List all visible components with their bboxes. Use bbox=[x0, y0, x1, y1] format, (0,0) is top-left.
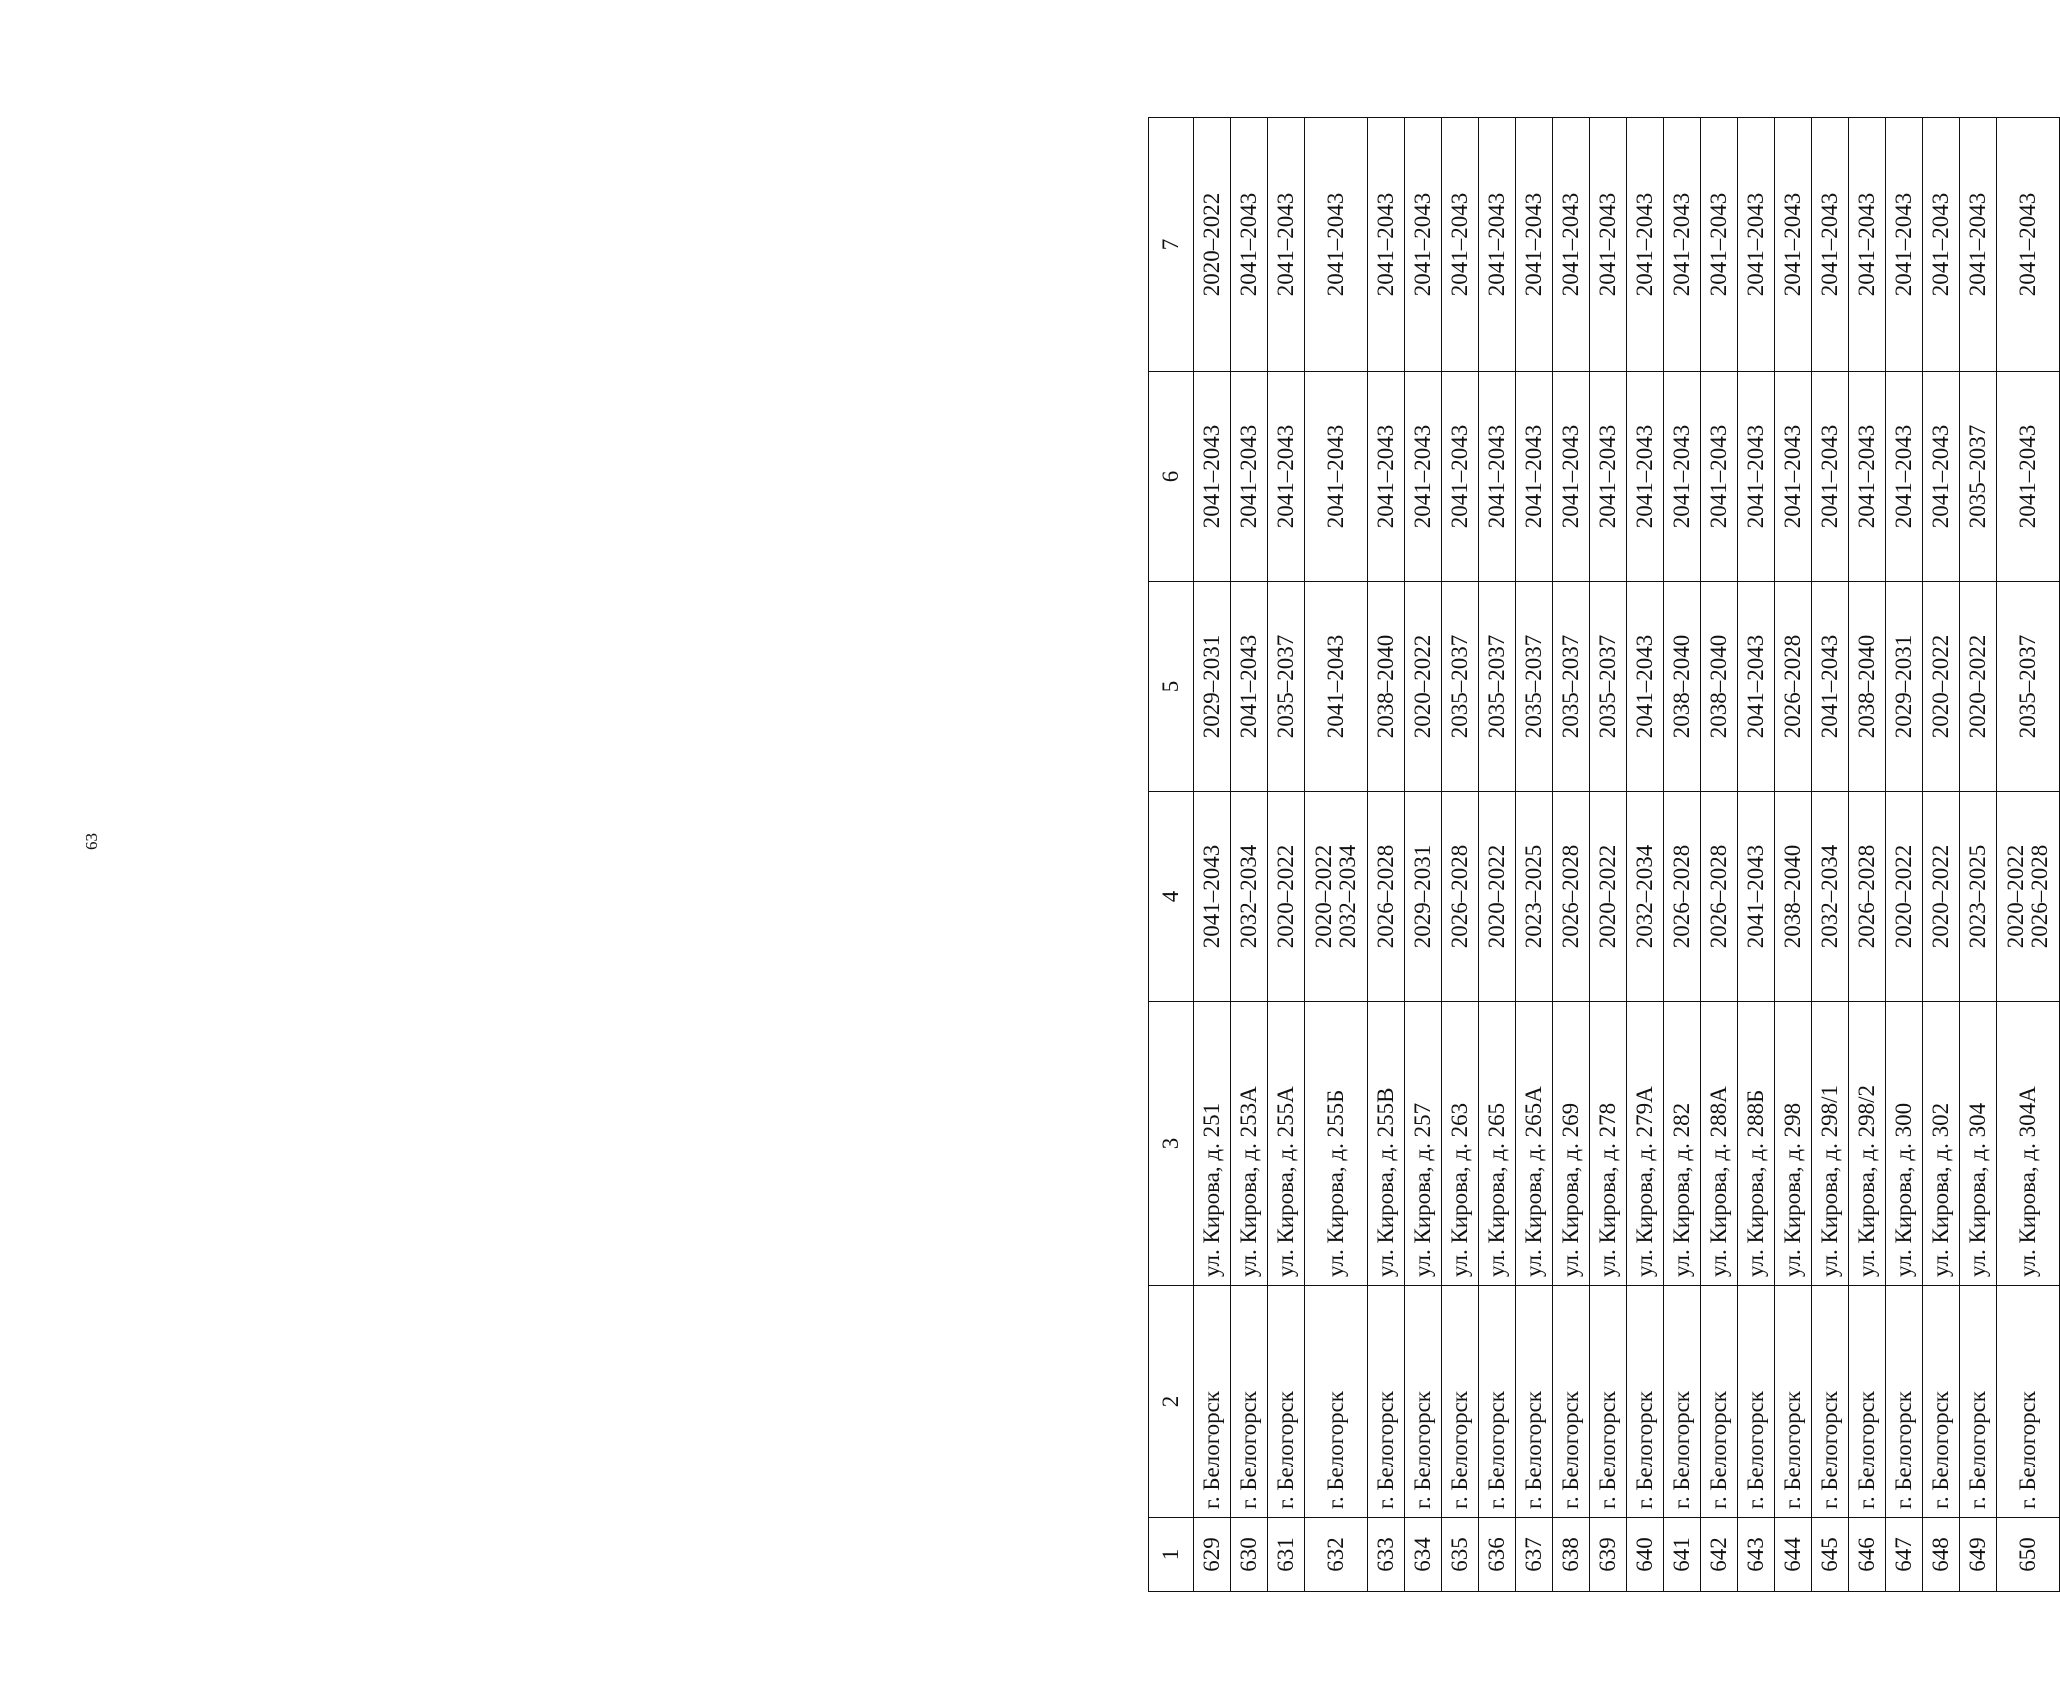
row-number-cell: 647 bbox=[1886, 1518, 1923, 1592]
period-cell-col6: 2041–2043 bbox=[1997, 372, 2060, 582]
period-cell-col5: 2041–2043 bbox=[1231, 582, 1268, 792]
period-cell-col4 bbox=[1553, 792, 1590, 1002]
period-cell-col7: 2041–2043 bbox=[1590, 118, 1627, 372]
address-cell: ул. Кирова, д. 253А bbox=[1231, 1002, 1268, 1286]
period-line: 2026–2028 bbox=[1668, 844, 1694, 949]
period-line: 2020–2022 bbox=[1594, 844, 1620, 949]
period-cell-col7: 2041–2043 bbox=[1479, 118, 1516, 372]
period-cell-col5: 2026–2028 bbox=[1775, 582, 1812, 792]
period-cell-col4 bbox=[1738, 792, 1775, 1002]
address-cell: ул. Кирова, д. 282 bbox=[1664, 1002, 1701, 1286]
row-number-cell: 648 bbox=[1923, 1518, 1960, 1592]
period-cell-col5: 2038–2040 bbox=[1368, 582, 1405, 792]
city-cell: г. Белогорск bbox=[1701, 1286, 1738, 1518]
period-cell-col4 bbox=[1305, 792, 1368, 1002]
period-cell-col7: 2041–2043 bbox=[1405, 118, 1442, 372]
table-row bbox=[1305, 118, 1368, 1592]
table-row bbox=[1553, 118, 1590, 1592]
address-cell: ул. Кирова, д. 298 bbox=[1775, 1002, 1812, 1286]
table-row bbox=[1812, 118, 1849, 1592]
period-cell-col4 bbox=[1231, 792, 1268, 1002]
period-cell-col7: 2041–2043 bbox=[1775, 118, 1812, 372]
table-row bbox=[1442, 118, 1479, 1592]
period-cell-col5: 2029–2031 bbox=[1886, 582, 1923, 792]
period-cell-col5: 2038–2040 bbox=[1849, 582, 1886, 792]
table-body bbox=[1194, 118, 2060, 1592]
register-table bbox=[1148, 117, 2060, 1592]
column-header-3: 3 bbox=[1149, 1002, 1194, 1286]
period-line: 2026–2028 bbox=[1705, 844, 1731, 949]
period-cell-col6: 2041–2043 bbox=[1442, 372, 1479, 582]
table-row bbox=[1479, 118, 1516, 1592]
address-cell: ул. Кирова, д. 304А bbox=[1997, 1002, 2060, 1286]
city-cell: г. Белогорск bbox=[1590, 1286, 1627, 1518]
period-cell-col6: 2041–2043 bbox=[1368, 372, 1405, 582]
period-cell-col6: 2035–2037 bbox=[1960, 372, 1997, 582]
period-cell-col5: 2038–2040 bbox=[1664, 582, 1701, 792]
address-cell: ул. Кирова, д. 300 bbox=[1886, 1002, 1923, 1286]
period-line: 2038–2040 bbox=[1779, 844, 1805, 949]
row-number-cell: 630 bbox=[1231, 1518, 1268, 1592]
period-cell-col4 bbox=[1194, 792, 1231, 1002]
address-cell: ул. Кирова, д. 255Б bbox=[1305, 1002, 1368, 1286]
period-cell-col5: 2035–2037 bbox=[1268, 582, 1305, 792]
address-cell: ул. Кирова, д. 251 bbox=[1194, 1002, 1231, 1286]
period-cell-col5: 2035–2037 bbox=[1997, 582, 2060, 792]
address-cell: ул. Кирова, д. 288Б bbox=[1738, 1002, 1775, 1286]
address-cell: ул. Кирова, д. 257 bbox=[1405, 1002, 1442, 1286]
city-cell: г. Белогорск bbox=[1923, 1286, 1960, 1518]
period-line: 2020–2022 bbox=[1927, 844, 1953, 949]
period-cell-col7: 2041–2043 bbox=[1553, 118, 1590, 372]
period-cell-col5: 2035–2037 bbox=[1516, 582, 1553, 792]
period-cell-col7: 2041–2043 bbox=[1701, 118, 1738, 372]
column-header-6: 6 bbox=[1149, 372, 1194, 582]
period-cell-col6: 2041–2043 bbox=[1812, 372, 1849, 582]
row-number-cell: 629 bbox=[1194, 1518, 1231, 1592]
period-line: 2020–2022 bbox=[1890, 844, 1916, 949]
city-cell: г. Белогорск bbox=[1405, 1286, 1442, 1518]
address-cell: ул. Кирова, д. 298/2 bbox=[1849, 1002, 1886, 1286]
period-line: 2020–2022 bbox=[1483, 844, 1509, 949]
address-cell: ул. Кирова, д. 298/1 bbox=[1812, 1002, 1849, 1286]
period-cell-col7: 2041–2043 bbox=[1368, 118, 1405, 372]
table-row bbox=[1405, 118, 1442, 1592]
period-cell-col7: 2041–2043 bbox=[1627, 118, 1664, 372]
row-number-cell: 649 bbox=[1960, 1518, 1997, 1592]
row-number-cell: 638 bbox=[1553, 1518, 1590, 1592]
city-cell: г. Белогорск bbox=[1516, 1286, 1553, 1518]
city-cell: г. Белогорск bbox=[1960, 1286, 1997, 1518]
table-row bbox=[1960, 118, 1997, 1592]
row-number-cell: 643 bbox=[1738, 1518, 1775, 1592]
table-row bbox=[1516, 118, 1553, 1592]
period-cell-col6: 2041–2043 bbox=[1627, 372, 1664, 582]
period-cell-col5: 2020–2022 bbox=[1405, 582, 1442, 792]
period-cell-col6: 2041–2043 bbox=[1194, 372, 1231, 582]
period-line: 2032–2034 bbox=[1335, 844, 1360, 949]
period-cell-col4 bbox=[1590, 792, 1627, 1002]
period-cell-col6: 2041–2043 bbox=[1553, 372, 1590, 582]
city-cell: г. Белогорск bbox=[1627, 1286, 1664, 1518]
period-line: 2032–2034 bbox=[1816, 844, 1842, 949]
period-cell-col6: 2041–2043 bbox=[1664, 372, 1701, 582]
period-cell-col4 bbox=[1442, 792, 1479, 1002]
period-cell-col7: 2041–2043 bbox=[1231, 118, 1268, 372]
row-number-cell: 633 bbox=[1368, 1518, 1405, 1592]
period-line: 2026–2028 bbox=[1557, 844, 1583, 949]
address-cell: ул. Кирова, д. 263 bbox=[1442, 1002, 1479, 1286]
address-cell: ул. Кирова, д. 255В bbox=[1368, 1002, 1405, 1286]
period-cell-col6: 2041–2043 bbox=[1590, 372, 1627, 582]
address-cell: ул. Кирова, д. 288А bbox=[1701, 1002, 1738, 1286]
column-header-2: 2 bbox=[1149, 1286, 1194, 1518]
row-number-cell: 640 bbox=[1627, 1518, 1664, 1592]
period-cell-col7: 2041–2043 bbox=[1812, 118, 1849, 372]
period-cell-col7: 2041–2043 bbox=[1960, 118, 1997, 372]
table-row bbox=[1268, 118, 1305, 1592]
address-cell: ул. Кирова, д. 278 bbox=[1590, 1002, 1627, 1286]
period-cell-col4 bbox=[1479, 792, 1516, 1002]
address-cell: ул. Кирова, д. 255А bbox=[1268, 1002, 1305, 1286]
table-row bbox=[1849, 118, 1886, 1592]
row-number-cell: 637 bbox=[1516, 1518, 1553, 1592]
row-number-cell: 644 bbox=[1775, 1518, 1812, 1592]
city-cell: г. Белогорск bbox=[1305, 1286, 1368, 1518]
table-row bbox=[1886, 118, 1923, 1592]
period-cell-col7: 2041–2043 bbox=[1886, 118, 1923, 372]
city-cell: г. Белогорск bbox=[1479, 1286, 1516, 1518]
row-number-cell: 639 bbox=[1590, 1518, 1627, 1592]
period-line: 2026–2028 bbox=[2027, 844, 2052, 949]
table-row bbox=[1701, 118, 1738, 1592]
period-line: 2023–2025 bbox=[1964, 844, 1990, 949]
table-row bbox=[1997, 118, 2060, 1592]
column-header-1: 1 bbox=[1149, 1518, 1194, 1592]
table-row bbox=[1923, 118, 1960, 1592]
period-cell-col6: 2041–2043 bbox=[1738, 372, 1775, 582]
period-line: 2020–2022 bbox=[1310, 844, 1336, 949]
period-line: 2020–2022 bbox=[2002, 844, 2028, 949]
period-cell-col4 bbox=[1368, 792, 1405, 1002]
period-line: 2041–2043 bbox=[1742, 844, 1768, 949]
period-cell-col7: 2041–2043 bbox=[1997, 118, 2060, 372]
period-cell-col7: 2041–2043 bbox=[1923, 118, 1960, 372]
address-cell: ул. Кирова, д. 265А bbox=[1516, 1002, 1553, 1286]
table-row bbox=[1194, 118, 1231, 1592]
period-line: 2020–2022 bbox=[1272, 844, 1298, 949]
city-cell: г. Белогорск bbox=[1775, 1286, 1812, 1518]
city-cell: г. Белогорск bbox=[1368, 1286, 1405, 1518]
period-cell-col4 bbox=[1664, 792, 1701, 1002]
table-row bbox=[1231, 118, 1268, 1592]
period-cell-col6: 2041–2043 bbox=[1516, 372, 1553, 582]
row-number-cell: 634 bbox=[1405, 1518, 1442, 1592]
period-cell-col5: 2041–2043 bbox=[1627, 582, 1664, 792]
period-line: 2026–2028 bbox=[1446, 844, 1472, 949]
period-cell-col7: 2041–2043 bbox=[1268, 118, 1305, 372]
city-cell: г. Белогорск bbox=[1194, 1286, 1231, 1518]
period-cell-col7: 2020–2022 bbox=[1194, 118, 1231, 372]
period-cell-col5: 2041–2043 bbox=[1812, 582, 1849, 792]
table-row bbox=[1664, 118, 1701, 1592]
address-cell: ул. Кирова, д. 302 bbox=[1923, 1002, 1960, 1286]
row-number-cell: 632 bbox=[1305, 1518, 1368, 1592]
period-cell-col5: 2035–2037 bbox=[1590, 582, 1627, 792]
period-cell-col4 bbox=[1960, 792, 1997, 1002]
row-number-cell: 642 bbox=[1701, 1518, 1738, 1592]
period-cell-col6: 2041–2043 bbox=[1923, 372, 1960, 582]
period-cell-col4 bbox=[1849, 792, 1886, 1002]
period-cell-col4 bbox=[1775, 792, 1812, 1002]
period-cell-col5: 2038–2040 bbox=[1701, 582, 1738, 792]
period-cell-col7: 2041–2043 bbox=[1305, 118, 1368, 372]
period-cell-col6: 2041–2043 bbox=[1886, 372, 1923, 582]
period-cell-col6: 2041–2043 bbox=[1231, 372, 1268, 582]
period-cell-col6: 2041–2043 bbox=[1305, 372, 1368, 582]
row-number-cell: 646 bbox=[1849, 1518, 1886, 1592]
period-cell-col7: 2041–2043 bbox=[1442, 118, 1479, 372]
column-header-7: 7 bbox=[1149, 118, 1194, 372]
table-row bbox=[1368, 118, 1405, 1592]
row-number-cell: 636 bbox=[1479, 1518, 1516, 1592]
period-cell-col5: 2041–2043 bbox=[1738, 582, 1775, 792]
period-cell-col7: 2041–2043 bbox=[1849, 118, 1886, 372]
city-cell: г. Белогорск bbox=[1812, 1286, 1849, 1518]
period-cell-col5: 2035–2037 bbox=[1553, 582, 1590, 792]
city-cell: г. Белогорск bbox=[1231, 1286, 1268, 1518]
period-line: 2023–2025 bbox=[1520, 844, 1546, 949]
period-cell-col5: 2035–2037 bbox=[1442, 582, 1479, 792]
period-cell-col6: 2041–2043 bbox=[1479, 372, 1516, 582]
row-number-cell: 635 bbox=[1442, 1518, 1479, 1592]
period-cell-col5: 2041–2043 bbox=[1305, 582, 1368, 792]
column-header-4: 4 bbox=[1149, 792, 1194, 1002]
period-cell-col7: 2041–2043 bbox=[1664, 118, 1701, 372]
period-cell-col4 bbox=[1886, 792, 1923, 1002]
city-cell: г. Белогорск bbox=[1997, 1286, 2060, 1518]
city-cell: г. Белогорск bbox=[1738, 1286, 1775, 1518]
period-line: 2026–2028 bbox=[1372, 844, 1398, 949]
register-table-container bbox=[1148, 118, 2060, 1592]
period-cell-col4 bbox=[1701, 792, 1738, 1002]
city-cell: г. Белогорск bbox=[1268, 1286, 1305, 1518]
table-row bbox=[1627, 118, 1664, 1592]
period-line: 2032–2034 bbox=[1235, 844, 1261, 949]
address-cell: ул. Кирова, д. 265 bbox=[1479, 1002, 1516, 1286]
period-cell-col6: 2041–2043 bbox=[1849, 372, 1886, 582]
period-cell-col4 bbox=[1812, 792, 1849, 1002]
city-cell: г. Белогорск bbox=[1849, 1286, 1886, 1518]
address-cell: ул. Кирова, д. 269 bbox=[1553, 1002, 1590, 1286]
row-number-cell: 645 bbox=[1812, 1518, 1849, 1592]
period-line: 2041–2043 bbox=[1198, 844, 1224, 949]
period-cell-col7: 2041–2043 bbox=[1516, 118, 1553, 372]
page-number: 63 bbox=[82, 833, 101, 850]
table-row bbox=[1590, 118, 1627, 1592]
row-number-cell: 650 bbox=[1997, 1518, 2060, 1592]
city-cell: г. Белогорск bbox=[1886, 1286, 1923, 1518]
period-cell-col4 bbox=[1627, 792, 1664, 1002]
period-cell-col6: 2041–2043 bbox=[1268, 372, 1305, 582]
period-cell-col4 bbox=[1997, 792, 2060, 1002]
period-cell-col7: 2041–2043 bbox=[1738, 118, 1775, 372]
table-row bbox=[1738, 118, 1775, 1592]
period-cell-col4 bbox=[1405, 792, 1442, 1002]
period-cell-col6: 2041–2043 bbox=[1701, 372, 1738, 582]
period-cell-col5: 2020–2022 bbox=[1960, 582, 1997, 792]
table-row bbox=[1775, 118, 1812, 1592]
header-row bbox=[1149, 118, 1194, 1592]
city-cell: г. Белогорск bbox=[1442, 1286, 1479, 1518]
period-cell-col4 bbox=[1516, 792, 1553, 1002]
row-number-cell: 631 bbox=[1268, 1518, 1305, 1592]
period-line: 2026–2028 bbox=[1853, 844, 1879, 949]
row-number-cell: 641 bbox=[1664, 1518, 1701, 1592]
address-cell: ул. Кирова, д. 304 bbox=[1960, 1002, 1997, 1286]
period-cell-col5: 2029–2031 bbox=[1194, 582, 1231, 792]
city-cell: г. Белогорск bbox=[1664, 1286, 1701, 1518]
period-cell-col5: 2020–2022 bbox=[1923, 582, 1960, 792]
period-line: 2032–2034 bbox=[1631, 844, 1657, 949]
column-header-5: 5 bbox=[1149, 582, 1194, 792]
period-cell-col6: 2041–2043 bbox=[1405, 372, 1442, 582]
period-cell-col4 bbox=[1923, 792, 1960, 1002]
period-cell-col5: 2035–2037 bbox=[1479, 582, 1516, 792]
address-cell: ул. Кирова, д. 279А bbox=[1627, 1002, 1664, 1286]
period-cell-col4 bbox=[1268, 792, 1305, 1002]
city-cell: г. Белогорск bbox=[1553, 1286, 1590, 1518]
period-line: 2029–2031 bbox=[1409, 844, 1435, 949]
period-cell-col6: 2041–2043 bbox=[1775, 372, 1812, 582]
